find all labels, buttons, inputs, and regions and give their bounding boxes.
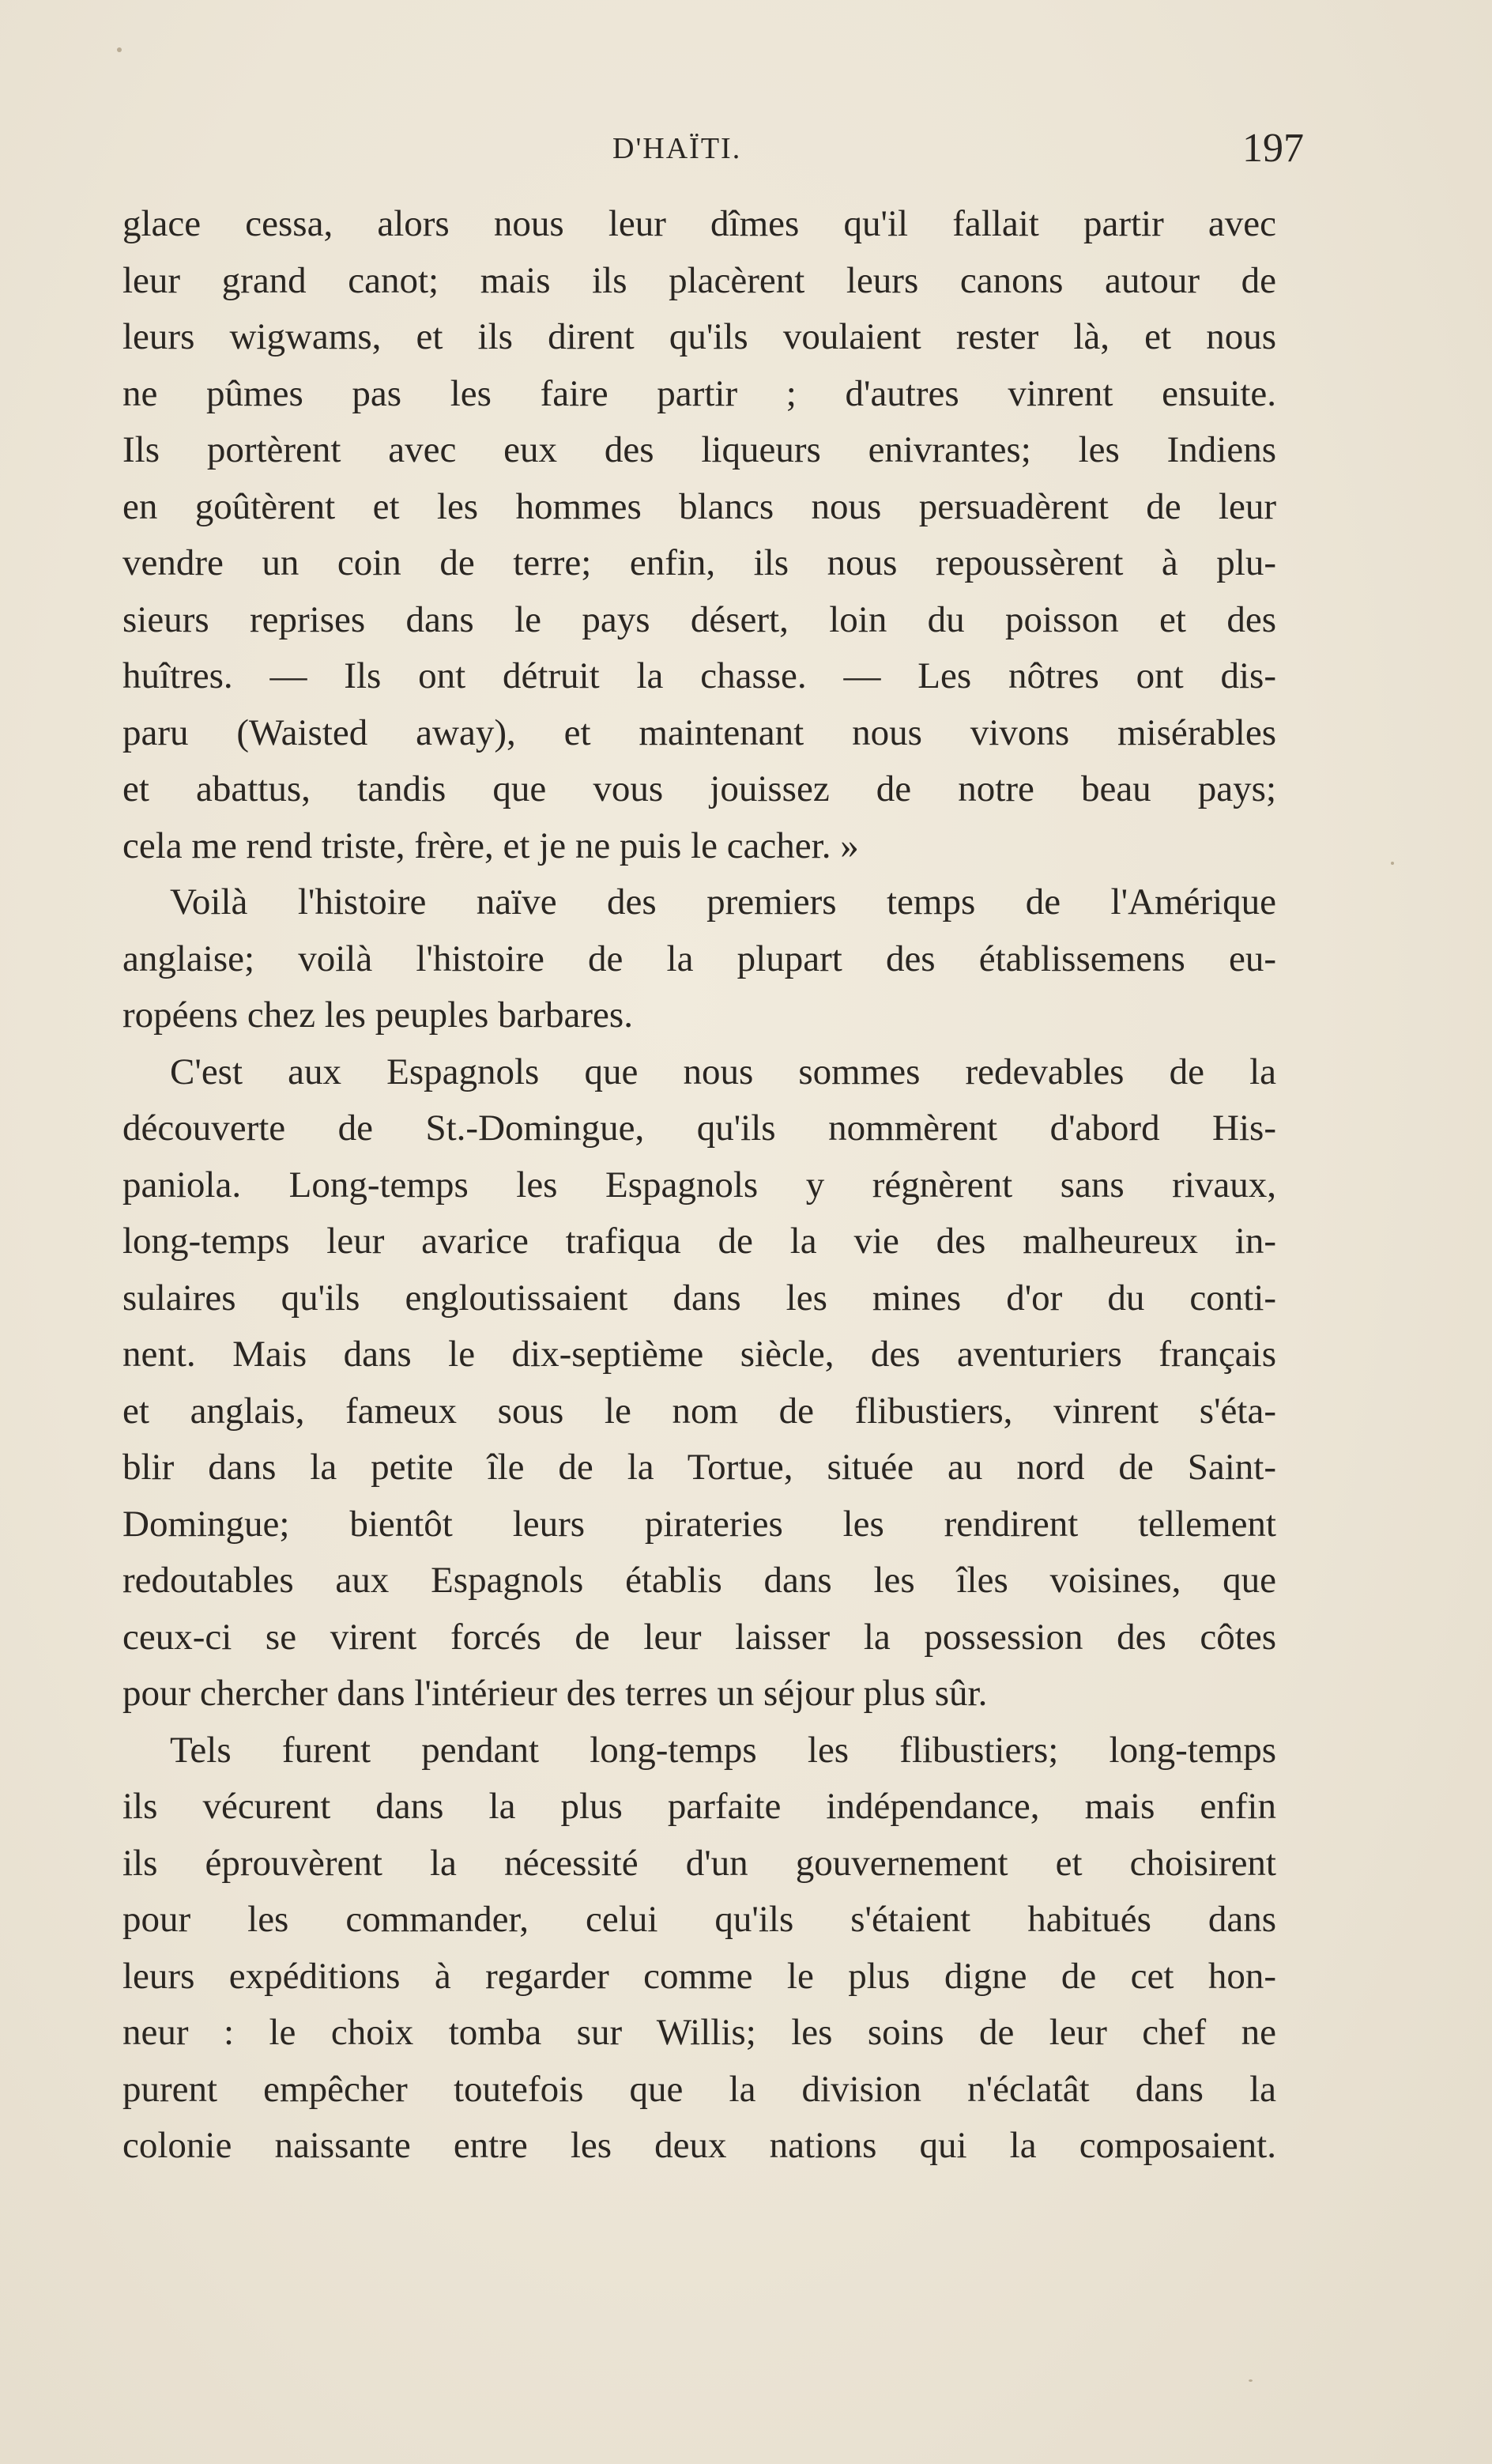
running-head (119, 125, 1304, 180)
text-line: cela me rend triste, frère, et je ne puis le cacher. » (122, 824, 859, 866)
text-line: pour chercher dans l'intérieur des terres un séjour plus sûr. (122, 1673, 988, 1714)
paper-speck (1249, 2379, 1253, 2382)
text-line: paru (Waisted away), et maintenant nous vivons misérables (122, 711, 1276, 753)
text-line: ne pûmes pas les faire partir ; d'autres vinrent ensuite. (122, 372, 1276, 414)
text-line: long-temps leur avarice trafiqua de la vie des malheureux in- (122, 1221, 1276, 1262)
text-line: blir dans la petite île de la Tortue, située au nord de Saint- (122, 1447, 1276, 1488)
text-line: Voilà l'histoire naïve des premiers temps de l'Amérique (170, 881, 1276, 923)
text-line: glace cessa, alors nous leur dîmes qu'il fallait partir avec (122, 203, 1276, 244)
text-line: pour les commander, celui qu'ils s'étaient habitués dans (122, 1899, 1276, 1940)
text-line: ils vécurent dans la plus parfaite indépendance, mais enfin (122, 1786, 1276, 1827)
paper-speck (117, 47, 122, 52)
text-line: paniola. Long-temps les Espagnols y régnèrent sans rivaux, (122, 1164, 1276, 1206)
page-number: 197 (1242, 126, 1304, 171)
text-line: redoutables aux Espagnols établis dans les îles voisines, que (122, 1560, 1276, 1601)
text-line: ropéens chez les peuples barbares. (122, 994, 633, 1036)
text-line: purent empêcher toutefois que la division n'éclatât dans la (122, 2068, 1276, 2110)
text-line: Tels furent pendant long-temps les flibustiers; long-temps (170, 1729, 1276, 1771)
body-text (122, 196, 1276, 2175)
running-title: D'HAÏTI. (612, 132, 742, 165)
text-line: leur grand canot; mais ils placèrent leurs canons autour de (122, 259, 1276, 301)
text-line: sieurs reprises dans le pays désert, loin du poisson et des (122, 598, 1276, 640)
text-line: ils éprouvèrent la nécessité d'un gouvernement et choisirent (122, 1842, 1276, 1884)
text-line: anglaise; voilà l'histoire de la plupart des établissemens eu- (122, 938, 1276, 979)
text-line: en goûtèrent et les hommes blancs nous persuadèrent de leur (122, 485, 1276, 527)
text-line: colonie naissante entre les deux nations qui la composaient. (122, 2125, 1276, 2166)
text-line: et abattus, tandis que vous jouissez de notre beau pays; (122, 768, 1276, 809)
text-line: nent. Mais dans le dix-septième siècle, des aventuriers français (122, 1334, 1276, 1375)
text-line: leurs expéditions à regarder comme le plus digne de cet hon- (122, 1955, 1276, 1997)
text-line: vendre un coin de terre; enfin, ils nous repoussèrent à plu- (122, 542, 1276, 583)
text-line: neur : le choix tomba sur Willis; les soins de leur chef ne (122, 2012, 1276, 2053)
text-line: huîtres. — Ils ont détruit la chasse. — Les nôtres ont dis- (122, 655, 1276, 696)
paper-speck (1391, 862, 1394, 865)
text-line: découverte de St.-Domingue, qu'ils nommèrent d'abord His- (122, 1107, 1276, 1149)
text-line: ceux-ci se virent forcés de leur laisser la possession des côtes (122, 1616, 1276, 1658)
text-line: Ils portèrent avec eux des liqueurs enivrantes; les Indiens (122, 429, 1276, 470)
text-line: C'est aux Espagnols que nous sommes redevables de la (170, 1051, 1276, 1092)
text-line: Domingue; bientôt leurs pirateries les rendirent tellement (122, 1503, 1276, 1545)
text-line: sulaires qu'ils engloutissaient dans les mines d'or du conti- (122, 1277, 1276, 1319)
text-line: et anglais, fameux sous le nom de flibustiers, vinrent s'éta- (122, 1390, 1276, 1432)
text-line: leurs wigwams, et ils dirent qu'ils voulaient rester là, et nous (122, 316, 1276, 357)
